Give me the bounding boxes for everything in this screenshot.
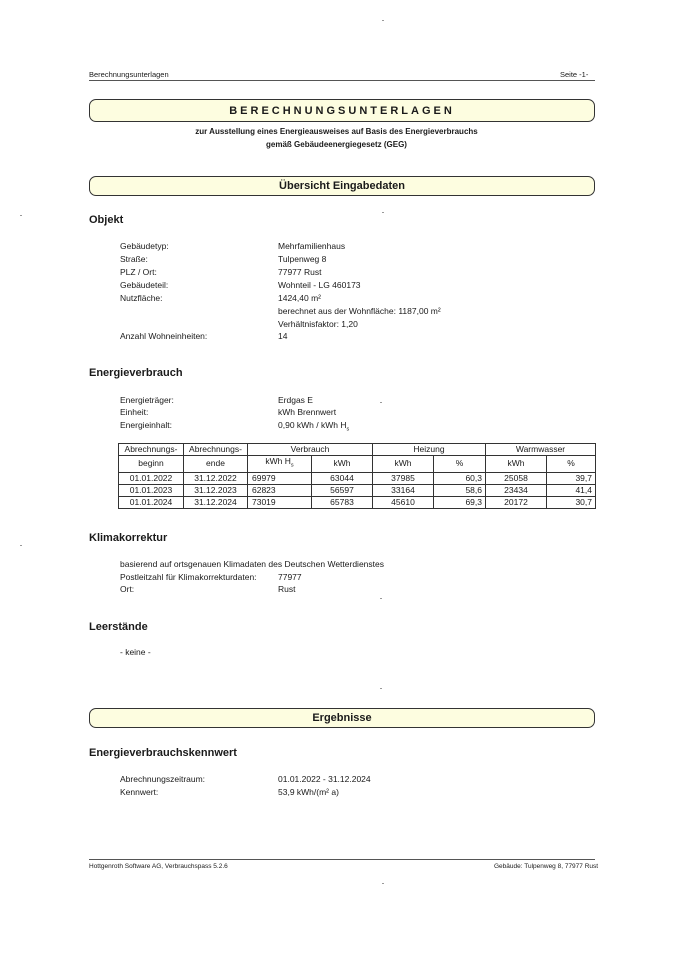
objekt-value: Tulpenweg 8 (278, 254, 327, 264)
energieinhalt-value (278, 420, 349, 433)
cell-heizung-pct: 58,6 (434, 484, 486, 496)
objekt-value: Mehrfamilienhaus (278, 241, 346, 251)
leer-value: - keine - (120, 647, 151, 657)
cell-heizung-kwh: 37985 (373, 472, 434, 484)
document-title: BERECHNUNGSUNTERLAGEN (229, 105, 455, 117)
scan-speck (380, 598, 382, 599)
klima-ort-label: Ort: (120, 584, 135, 594)
objekt-label: Straße: (120, 254, 148, 264)
unit-kwh-warmwasser: kWh (486, 456, 547, 473)
subtitle-line-2: gemäß Gebäudeenergiegesetz (GEG) (266, 140, 407, 149)
cell-heizung-pct: 60,3 (434, 472, 486, 484)
cell-warmwasser-pct: 41,4 (547, 484, 596, 496)
cell-verbrauch-hs: 69979 (248, 472, 312, 484)
wohneinheiten-value: 14 (278, 331, 288, 341)
cell-warmwasser-kwh: 20172 (486, 496, 547, 508)
leer-heading: Leerstände (89, 621, 148, 633)
cell-end: 31.12.2023 (184, 484, 248, 496)
col-header-begin: Abrechnungs- (119, 444, 184, 456)
header-rule (89, 80, 595, 81)
zeitraum-value: 01.01.2022 - 31.12.2024 (278, 774, 371, 784)
klima-ort-value: Rust (278, 584, 296, 594)
overview-title: Übersicht Eingabedaten (279, 180, 405, 192)
objekt-value: Wohnteil - LG 460173 (278, 280, 361, 290)
objekt-heading: Objekt (89, 214, 124, 226)
page-number: Seite -1- (560, 70, 589, 79)
consumption-table (118, 443, 596, 509)
scan-speck (382, 212, 384, 213)
footer-left: Hottgenroth Software AG, Verbrauchspass 5.2.6 (89, 863, 228, 870)
footer-right: Gebäude: Tulpenweg 8, 77977 Rust (494, 863, 599, 870)
cell-warmwasser-pct: 39,7 (547, 472, 596, 484)
unit-pct-warmwasser: % (547, 456, 596, 473)
energieinhalt-text: 0,90 kWh / kWh H (278, 420, 347, 430)
wohneinheiten-label: Anzahl Wohneinheiten: (120, 331, 208, 341)
energie-label: Energieinhalt: (120, 420, 172, 430)
col-header-warmwasser: Warmwasser (486, 444, 596, 456)
scan-speck (382, 883, 384, 884)
unit-kwh-hs-text: kWh H (265, 456, 291, 466)
cell-warmwasser-pct: 30,7 (547, 496, 596, 508)
energie-label: Energieträger: (120, 395, 174, 405)
kennwert-value: 53,9 kWh/(m² a) (278, 787, 339, 797)
cell-verbrauch-kwh: 63044 (312, 472, 373, 484)
cell-begin: 01.01.2023 (119, 484, 184, 496)
cell-warmwasser-kwh: 23434 (486, 484, 547, 496)
overview-banner (89, 176, 595, 196)
zeitraum-label: Abrechnungszeitraum: (120, 774, 206, 784)
cell-verbrauch-kwh: 65783 (312, 496, 373, 508)
unit-kwh-heizung: kWh (373, 456, 434, 473)
scan-speck (380, 688, 382, 689)
objekt-label: PLZ / Ort: (120, 267, 157, 277)
scan-speck (20, 545, 22, 546)
energie-heading: Energieverbrauch (89, 367, 183, 379)
klima-plz-value: 77977 (278, 572, 302, 582)
cell-verbrauch-hs: 73019 (248, 496, 312, 508)
cell-verbrauch-kwh: 56597 (312, 484, 373, 496)
kennwert-heading: Energieverbrauchskennwert (89, 747, 237, 759)
cell-end: 31.12.2022 (184, 472, 248, 484)
scan-speck (380, 402, 382, 403)
objekt-value: 1424,40 m² (278, 293, 321, 303)
table-row (119, 472, 596, 484)
cell-heizung-kwh: 45610 (373, 496, 434, 508)
unit-kwh: kWh (312, 456, 373, 473)
energieinhalt-sub: s (346, 426, 350, 433)
table-unit-row (119, 456, 596, 473)
objekt-label: Nutzfläche: (120, 293, 163, 303)
cell-verbrauch-hs: 62823 (248, 484, 312, 496)
cell-heizung-pct: 69,3 (434, 496, 486, 508)
col-header-heizung: Heizung (373, 444, 486, 456)
ergebnisse-banner (89, 708, 595, 728)
klima-text: basierend auf ortsgenauen Klimadaten des Deutschen Wetterdienstes (120, 559, 384, 569)
unit-pct-heizung: % (434, 456, 486, 473)
table-row (119, 484, 596, 496)
cell-begin: 01.01.2022 (119, 472, 184, 484)
energie-value: kWh Brennwert (278, 407, 337, 417)
col-header-end-2: ende (184, 456, 248, 473)
ergebnisse-title: Ergebnisse (312, 712, 372, 724)
footer-rule (89, 859, 595, 860)
col-header-end: Abrechnungs- (184, 444, 248, 456)
energie-value: Erdgas E (278, 395, 313, 405)
col-header-verbrauch: Verbrauch (248, 444, 373, 456)
objekt-value: 77977 Rust (278, 267, 322, 277)
scan-speck (20, 215, 22, 216)
subtitle-line-1: zur Ausstellung eines Energieausweises auf Basis des Energieverbrauchs (195, 127, 478, 136)
cell-heizung-kwh: 33164 (373, 484, 434, 496)
table-row (119, 496, 596, 508)
kennwert-label: Kennwert: (120, 787, 159, 797)
col-header-begin-2: beginn (119, 456, 184, 473)
wohnflaeche-note: berechnet aus der Wohnfläche: 1187,00 m² (278, 306, 441, 316)
objekt-label: Gebäudeteil: (120, 280, 169, 290)
cell-warmwasser-kwh: 25058 (486, 472, 547, 484)
energie-label: Einheit: (120, 407, 149, 417)
objekt-label: Gebäudetyp: (120, 241, 169, 251)
verhaeltnisfaktor-note: Verhältnisfaktor: 1,20 (278, 319, 358, 329)
page-header-left: Berechnungsunterlagen (89, 70, 169, 79)
unit-kwh-hs (248, 456, 312, 473)
table-header-row (119, 444, 596, 456)
klima-plz-label: Postleitzahl für Klimakorrekturdaten: (120, 572, 257, 582)
scan-speck (382, 20, 384, 21)
title-banner (89, 99, 595, 122)
cell-begin: 01.01.2024 (119, 496, 184, 508)
cell-end: 31.12.2024 (184, 496, 248, 508)
klima-heading: Klimakorrektur (89, 532, 168, 544)
unit-kwh-hs-sub: s (290, 462, 294, 469)
